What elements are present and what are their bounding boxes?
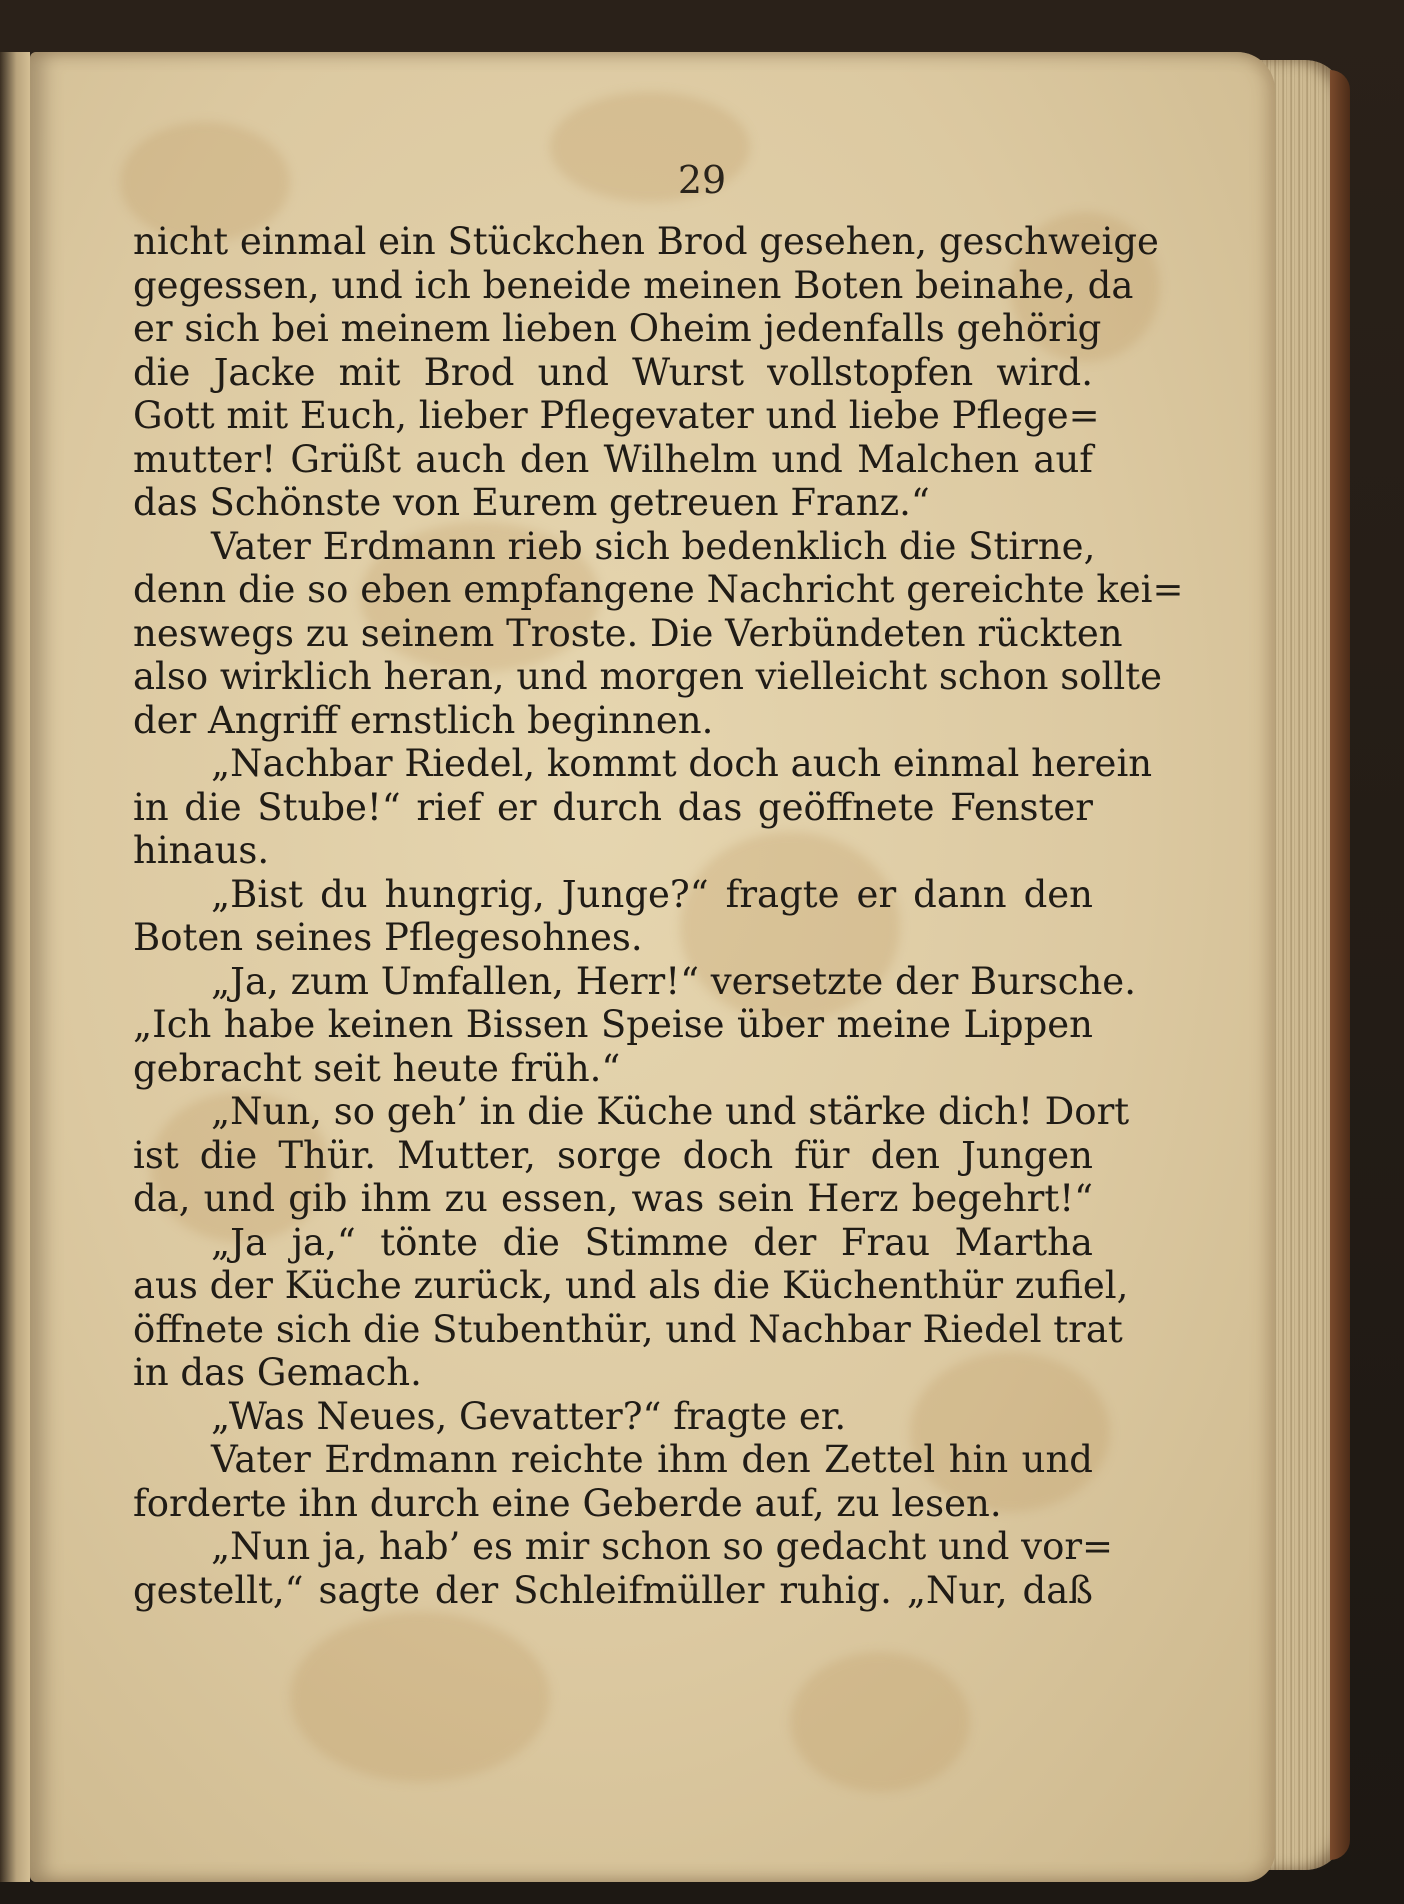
- text-line: Vater Erdmann rieb sich bedenklich die Stirne,: [211, 524, 1096, 568]
- body-text: [133, 220, 1184, 1612]
- text-line: „Bist du hungrig, Junge?“ fragte er dann den: [211, 872, 1093, 916]
- text-line: „Nun ja, hab’ es mir schon so gedacht und vor=: [211, 1525, 1114, 1568]
- text-line: „Ja ja,“ tönte die Stimme der Frau Martha: [211, 1220, 1093, 1264]
- text-line: Gott mit Euch, lieber Pflegevater und liebe Pflege=: [133, 394, 1100, 437]
- text-line: gegessen, und ich beneide meinen Boten beinahe, da: [133, 263, 1134, 307]
- text-line: „Was Neues, Gevatter?“ fragte er.: [211, 1394, 847, 1438]
- text-line: mutter! Grüßt auch den Wilhelm und Malchen auf: [133, 437, 1093, 481]
- text-line: aus der Küche zurück, und als die Küchenthür zufiel,: [133, 1264, 1129, 1307]
- page-number: 29: [677, 158, 727, 202]
- text-line: nicht einmal ein Stückchen Brod gesehen, geschweige: [133, 220, 1159, 263]
- text-line: forderte ihn durch eine Geberde auf, zu lesen.: [133, 1481, 1002, 1525]
- text-line: Vater Erdmann reichte ihm den Zettel hin und: [211, 1438, 1093, 1481]
- page-stain: [290, 1612, 550, 1782]
- text-line: gestellt,“ sagte der Schleifmüller ruhig. „Nur, daß: [133, 1568, 1093, 1612]
- page-stain: [790, 1652, 970, 1792]
- text-line: in das Gemach.: [133, 1351, 422, 1394]
- text-line: hinaus.: [133, 829, 270, 872]
- text-line: denn die so eben empfangene Nachricht gereichte kei=: [133, 568, 1184, 611]
- text-line: öffnete sich die Stubenthür, und Nachbar Riedel trat: [133, 1307, 1123, 1351]
- text-line: „Ja, zum Umfallen, Herr!“ versetzte der Bursche.: [211, 959, 1136, 1003]
- text-line: „Nachbar Riedel, kommt doch auch einmal herein: [211, 742, 1153, 785]
- text-line: Boten seines Pflegesohnes.: [133, 916, 643, 959]
- previous-page-edge: [0, 52, 30, 1882]
- leather-binding-edge: [1330, 70, 1350, 1860]
- text-line: ist die Thür. Mutter, sorge doch für den Jungen: [133, 1133, 1093, 1177]
- text-line: er sich bei meinem lieben Oheim jedenfalls gehörig: [133, 307, 1102, 350]
- text-line: gebracht seit heute früh.“: [133, 1046, 621, 1090]
- text-line: der Angriff ernstlich beginnen.: [133, 698, 714, 742]
- text-line: da, und gib ihm zu essen, was sein Herz begehrt!“: [133, 1177, 1093, 1220]
- text-line: „Nun, so geh’ in die Küche und stärke dich! Dort: [211, 1090, 1130, 1133]
- text-line: also wirklich heran, und morgen vielleicht schon sollte: [133, 655, 1162, 698]
- text-line: das Schönste von Eurem getreuen Franz.“: [133, 481, 930, 524]
- text-line: in die Stube!“ rief er durch das geöffnete Fenster: [133, 785, 1093, 829]
- text-line: neswegs zu seinem Troste. Die Verbündeten rückten: [133, 611, 1123, 655]
- text-line: „Ich habe keinen Bissen Speise über meine Lippen: [133, 1003, 1093, 1046]
- text-line: die Jacke mit Brod und Wurst vollstopfen wird.: [133, 350, 1093, 394]
